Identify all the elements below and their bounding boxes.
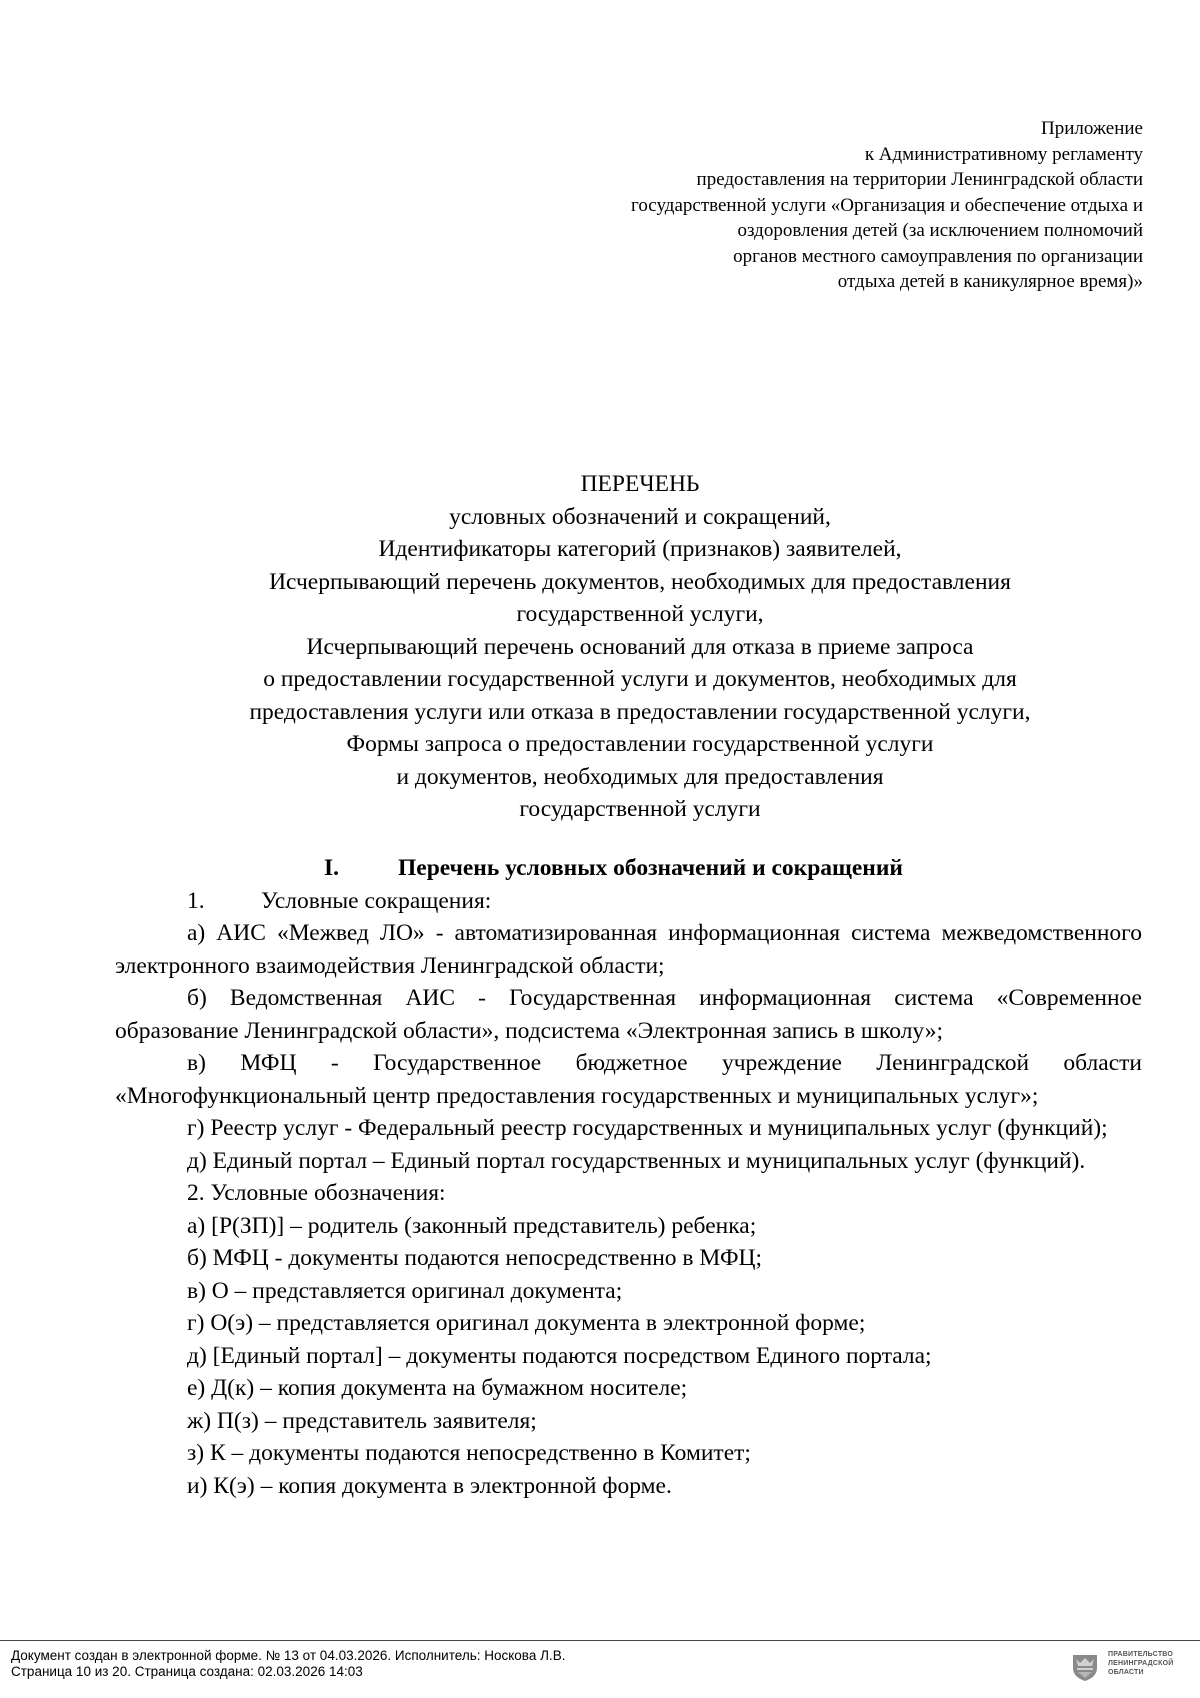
designation-item: д) [Единый портал] – документы подаются посредством Единого портала; <box>187 1342 932 1369</box>
appendix-line: государственной услуги «Организация и обеспечение отдыха и <box>631 194 1143 216</box>
designation-item: ж) П(з) – представитель заявителя; <box>187 1407 537 1434</box>
title-line: Исчерпывающий перечень документов, необходимых для предоставления <box>269 568 1011 595</box>
appendix-header <box>503 116 1143 295</box>
section-heading-text: Перечень условных обозначений и сокращений <box>398 855 903 881</box>
appendix-line: к Административному регламенту <box>864 143 1143 165</box>
subsection-designations-heading: 2. Условные обозначения: <box>187 1180 446 1206</box>
abbreviation-item: а) АИС «Межвед ЛО» - автоматизированная информационная система межведомственного электронного взаимодействия Ленинградской области; <box>115 920 1142 979</box>
appendix-line: оздоровления детей (за исключением полномочий <box>737 220 1143 241</box>
appendix-line: органов местного самоуправления по организации <box>733 245 1143 267</box>
abbreviation-item: д) Единый портал – Единый портал государственных и муниципальных услуг (функций). <box>187 1147 1086 1174</box>
section-number: I. <box>324 855 340 881</box>
designation-item: з) К – документы подаются непосредственно в Комитет; <box>187 1440 751 1466</box>
designation-item: б) МФЦ - документы подаются непосредственно в МФЦ; <box>187 1245 763 1271</box>
title-line: и документов, необходимых для предоставления <box>396 763 884 790</box>
title-line: условных обозначений и сокращений, <box>449 503 831 530</box>
coat-of-arms-icon <box>1070 1652 1100 1682</box>
document-title <box>150 468 1130 826</box>
subsection-number: 1. <box>187 887 205 914</box>
footer-document-info: Документ создан в электронной форме. № 13 от 04.03.2026. Исполнитель: Носкова Л.В. <box>11 1648 566 1663</box>
abbreviation-item: б) Ведомственная АИС - Государственная информационная система «Современное образование Ленинградской области», подсистема «Электронная запись в школу»; <box>115 985 1142 1044</box>
abbreviation-item: г) Реестр услуг - Федеральный реестр государственных и муниципальных услуг (функций); <box>187 1115 1108 1141</box>
subsection-label: Условные сокращения: <box>261 887 492 914</box>
footer-info <box>11 1648 565 1680</box>
designation-item: и) К(э) – копия документа в электронной форме. <box>187 1472 672 1499</box>
title-line: предоставления услуги или отказа в предоставлении государственной услуги, <box>249 698 1031 725</box>
designation-item: в) О – представляется оригинал документа; <box>187 1277 623 1304</box>
title-line: ПЕРЕЧЕНЬ <box>580 471 700 497</box>
appendix-line: Приложение <box>1041 118 1143 139</box>
title-line: Формы запроса о предоставлении государственной услуги <box>346 731 934 757</box>
designation-item: а) [Р(ЗП)] – родитель (законный представитель) ребенка; <box>187 1212 757 1239</box>
designation-item: е) Д(к) – копия документа на бумажном носителе; <box>187 1375 688 1401</box>
appendix-line: предоставления на территории Ленинградской области <box>696 169 1143 190</box>
title-line: государственной услуги, <box>516 601 764 627</box>
section-heading <box>115 852 1142 885</box>
government-logo <box>1070 1650 1190 1686</box>
appendix-line: отдыха детей в каникулярное время)» <box>837 271 1143 292</box>
logo-line: ОБЛАСТИ <box>1108 1669 1144 1676</box>
title-line: о предоставлении государственной услуги и документов, необходимых для <box>263 666 1017 692</box>
logo-line: ПРАВИТЕЛЬСТВО <box>1108 1651 1174 1658</box>
abbreviation-item: в) МФЦ - Государственное бюджетное учреждение Ленинградской области «Многофункциональный центр предоставления государственных и муниципальных услуг»; <box>115 1050 1142 1109</box>
footer-divider <box>0 1640 1200 1641</box>
footer-page-info: Страница 10 из 20. Страница создана: 02.03.2026 14:03 <box>11 1664 363 1679</box>
title-line: Идентификаторы категорий (признаков) заявителей, <box>378 536 902 562</box>
designation-item: г) О(э) – представляется оригинал документа в электронной форме; <box>187 1310 866 1336</box>
title-line: Исчерпывающий перечень оснований для отказа в приеме запроса <box>306 633 974 660</box>
subsection-abbreviations-heading <box>115 885 1142 918</box>
title-line: государственной услуги <box>519 796 761 822</box>
logo-line: ЛЕНИНГРАДСКОЙ <box>1108 1660 1174 1667</box>
logo-caption <box>1108 1650 1173 1677</box>
section-abbreviations <box>115 852 1142 1502</box>
